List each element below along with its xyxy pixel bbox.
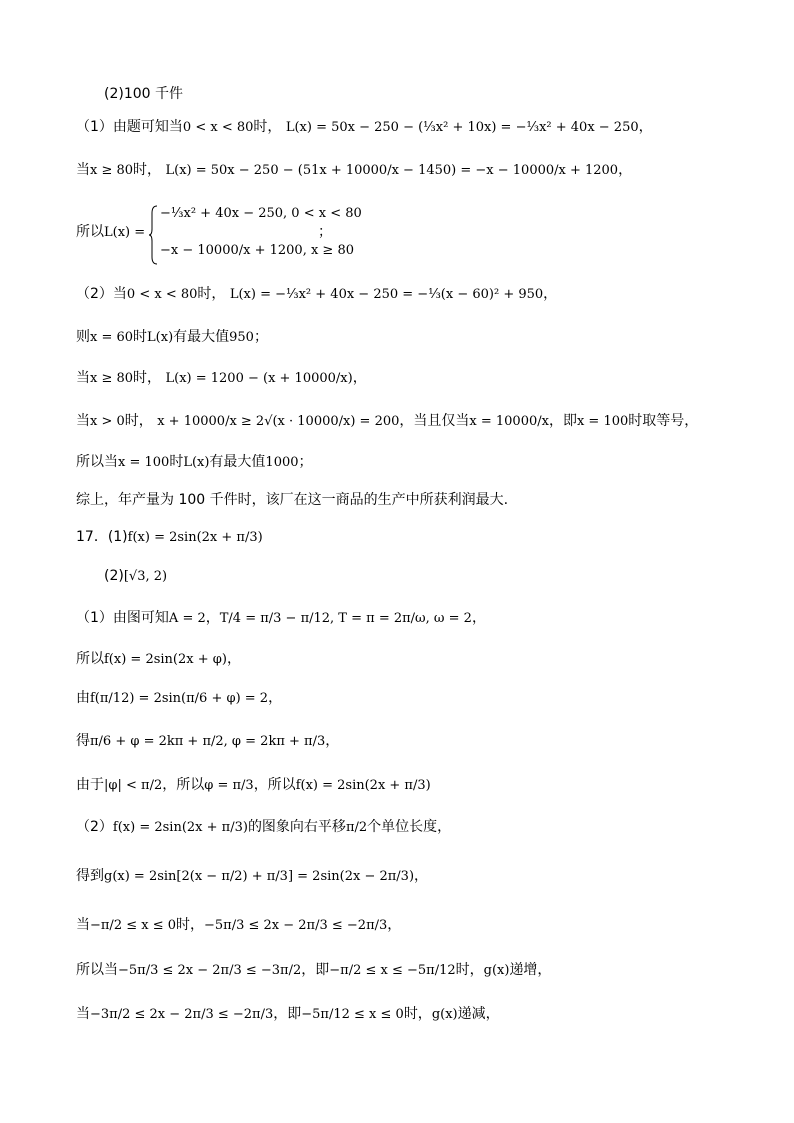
math-condition: x ≥ 80 — [90, 371, 134, 386]
math: A = 2 — [168, 611, 206, 626]
math-equation: L(x) = −⅓x² + 40x − 250 = −⅓(x − 60)² + 950 — [229, 287, 544, 302]
text: ， — [471, 610, 486, 626]
text: 则 — [76, 329, 90, 345]
math: g(x) — [483, 963, 510, 978]
text: ，当且仅当 — [399, 413, 470, 429]
q16-max-line2 — [76, 452, 313, 473]
math: L(x) — [147, 330, 174, 345]
q17-step4 — [76, 731, 339, 752]
text: ，即 — [273, 1006, 302, 1022]
q16-part1-line — [76, 117, 653, 138]
math: |φ| < π/2 — [104, 778, 163, 793]
brace-icon — [148, 205, 158, 265]
math-equation: f(x) = 2sin(2x + φ) — [104, 652, 227, 667]
math-equation: f(x) = 2sin(2x + π/3) — [295, 778, 431, 793]
q16-part1-line2 — [76, 160, 632, 181]
text: (2) — [104, 568, 124, 584]
math-condition: 0 < x < 80 — [182, 120, 254, 135]
math-condition: 0 < x < 80 — [126, 287, 198, 302]
text: （2）当 — [76, 286, 127, 302]
text: ； — [298, 454, 313, 470]
text: 递增， — [509, 962, 552, 978]
math-condition: −π/2 ≤ x ≤ 0 — [90, 918, 177, 933]
text: ， — [352, 370, 367, 386]
q16-piecewise-lead — [76, 222, 145, 243]
math-equation: f(π/12) = 2sin(π/6 + φ) = 2 — [90, 691, 269, 706]
math-equation: π/6 + φ = 2kπ + π/2, φ = 2kπ + π/3 — [90, 734, 326, 749]
text: 时， — [133, 162, 162, 178]
q17-step6 — [76, 817, 451, 838]
q17-step7 — [76, 866, 428, 887]
text: ， — [543, 286, 558, 302]
text: 所以 — [76, 224, 104, 240]
q17-step10 — [76, 1004, 500, 1025]
math-equation: x + 10000/x ≥ 2√(x · 10000/x) = 200 — [157, 414, 400, 429]
text: （1）由图可知 — [76, 610, 169, 626]
q16-part2-line — [76, 284, 557, 305]
math: x = 10000/x — [469, 414, 549, 429]
text: 有最大值 — [209, 454, 266, 470]
text: 17．(1) — [76, 529, 128, 545]
q17-step3 — [76, 688, 282, 709]
text: 当 — [76, 917, 90, 933]
text: 当 — [76, 413, 90, 429]
text: 得到 — [76, 868, 104, 884]
math-condition: x ≥ 80 — [90, 163, 134, 178]
math-equation: −3π/2 ≤ 2x − 2π/3 ≤ −2π/3 — [90, 1007, 274, 1022]
math: x = 60 — [90, 330, 134, 345]
math-equation: L(x) = 1200 − (x + 10000/x) — [165, 371, 353, 386]
text: （2） — [76, 819, 113, 835]
math: 1000 — [265, 455, 299, 470]
text: 的图象向右平移 — [247, 819, 346, 835]
q16-conclusion: 综上，年产量为 100 千件时，该厂在这一商品的生产中所获利润最大. — [76, 492, 509, 508]
text: ， — [638, 119, 653, 135]
text: 得 — [76, 733, 90, 749]
text: 当 — [76, 370, 90, 386]
text: 当 — [76, 162, 90, 178]
text: 所以当 — [76, 454, 118, 470]
text: 递减， — [457, 1006, 500, 1022]
math: φ = π/3 — [204, 778, 254, 793]
text: 时， — [124, 413, 153, 429]
text: 由于 — [76, 777, 104, 793]
math-equation: L(x) = 50x − 250 − (51x + 10000/x − 1450) = −x − 10000/x + 1200 — [165, 163, 619, 178]
text: 时取等号， — [628, 413, 699, 429]
text: 时， — [133, 370, 162, 386]
math-equation: f(x) = 2sin(2x + π/3) — [112, 820, 248, 835]
math: −π/2 ≤ x ≤ −5π/12 — [329, 963, 456, 978]
text: 时， — [176, 917, 205, 933]
math-equation: [√3, 2) — [123, 569, 168, 584]
text: 当 — [76, 1006, 90, 1022]
text: ，所以 — [253, 777, 296, 793]
text: ， — [325, 733, 340, 749]
text: ； — [253, 329, 268, 345]
math-equation: −5π/3 ≤ 2x − 2π/3 ≤ −2π/3 — [204, 918, 388, 933]
text: ， — [387, 917, 402, 933]
text: 个单位长度， — [367, 819, 452, 835]
text: ，即 — [548, 413, 577, 429]
text: 有最大值 — [173, 329, 230, 345]
math-equation: T/4 = π/3 − π/12, T = π = 2π/ω, ω = 2 — [219, 611, 472, 626]
q16-piecewise-tail: ； — [318, 224, 332, 240]
q17-step9 — [76, 960, 551, 981]
math: g(x) — [431, 1007, 458, 1022]
text: 时， — [403, 1006, 432, 1022]
math: 950 — [229, 330, 254, 345]
text: ， — [268, 690, 283, 706]
math-equation: f(x) = 2sin(2x + π/3) — [127, 530, 263, 545]
text: （1）由题可知当 — [76, 119, 183, 135]
math: x = 100 — [576, 414, 629, 429]
text: ，所以 — [162, 777, 205, 793]
text: 时， — [197, 286, 226, 302]
text: 时， — [455, 962, 484, 978]
text: ， — [414, 868, 429, 884]
text: 时 — [133, 329, 148, 345]
q16-answer-2: (2)100 千件 — [104, 86, 184, 102]
text: ， — [226, 651, 241, 667]
text: ， — [618, 162, 633, 178]
text: 时 — [169, 454, 184, 470]
math: π/2 — [345, 820, 368, 835]
q17-answer-2 — [104, 566, 167, 587]
text: 时， — [253, 119, 282, 135]
math-l-of-x: L(x) = — [104, 225, 146, 240]
math-equation: −5π/3 ≤ 2x − 2π/3 ≤ −3π/2 — [118, 963, 302, 978]
q17-answer-1 — [76, 527, 263, 548]
math-condition: x > 0 — [90, 414, 125, 429]
q17-step2 — [76, 649, 241, 670]
text: 所以 — [76, 651, 104, 667]
text: ， — [205, 610, 220, 626]
math: L(x) — [183, 455, 210, 470]
q16-case-line — [76, 368, 367, 389]
q17-step5 — [76, 775, 431, 796]
math-equation: L(x) = 50x − 250 − (⅓x² + 10x) = −⅓x² + 40x − 250 — [285, 120, 639, 135]
text: ，即 — [301, 962, 330, 978]
q16-max-line — [76, 327, 268, 348]
math: −5π/12 ≤ x ≤ 0 — [301, 1007, 404, 1022]
q17-step1 — [76, 608, 486, 629]
math-equation: g(x) = 2sin[2(x − π/2) + π/3] = 2sin(2x − 2π/3) — [104, 869, 415, 884]
math: x = 100 — [118, 455, 170, 470]
q16-amgm-line — [76, 411, 698, 432]
text: 所以当 — [76, 962, 118, 978]
text: 由 — [76, 690, 90, 706]
q17-step8 — [76, 915, 401, 936]
q16-piecewise-case1: −⅓x² + 40x − 250, 0 < x < 80 — [160, 206, 362, 221]
q16-piecewise-case2: −x − 10000/x + 1200, x ≥ 80 — [160, 243, 354, 258]
